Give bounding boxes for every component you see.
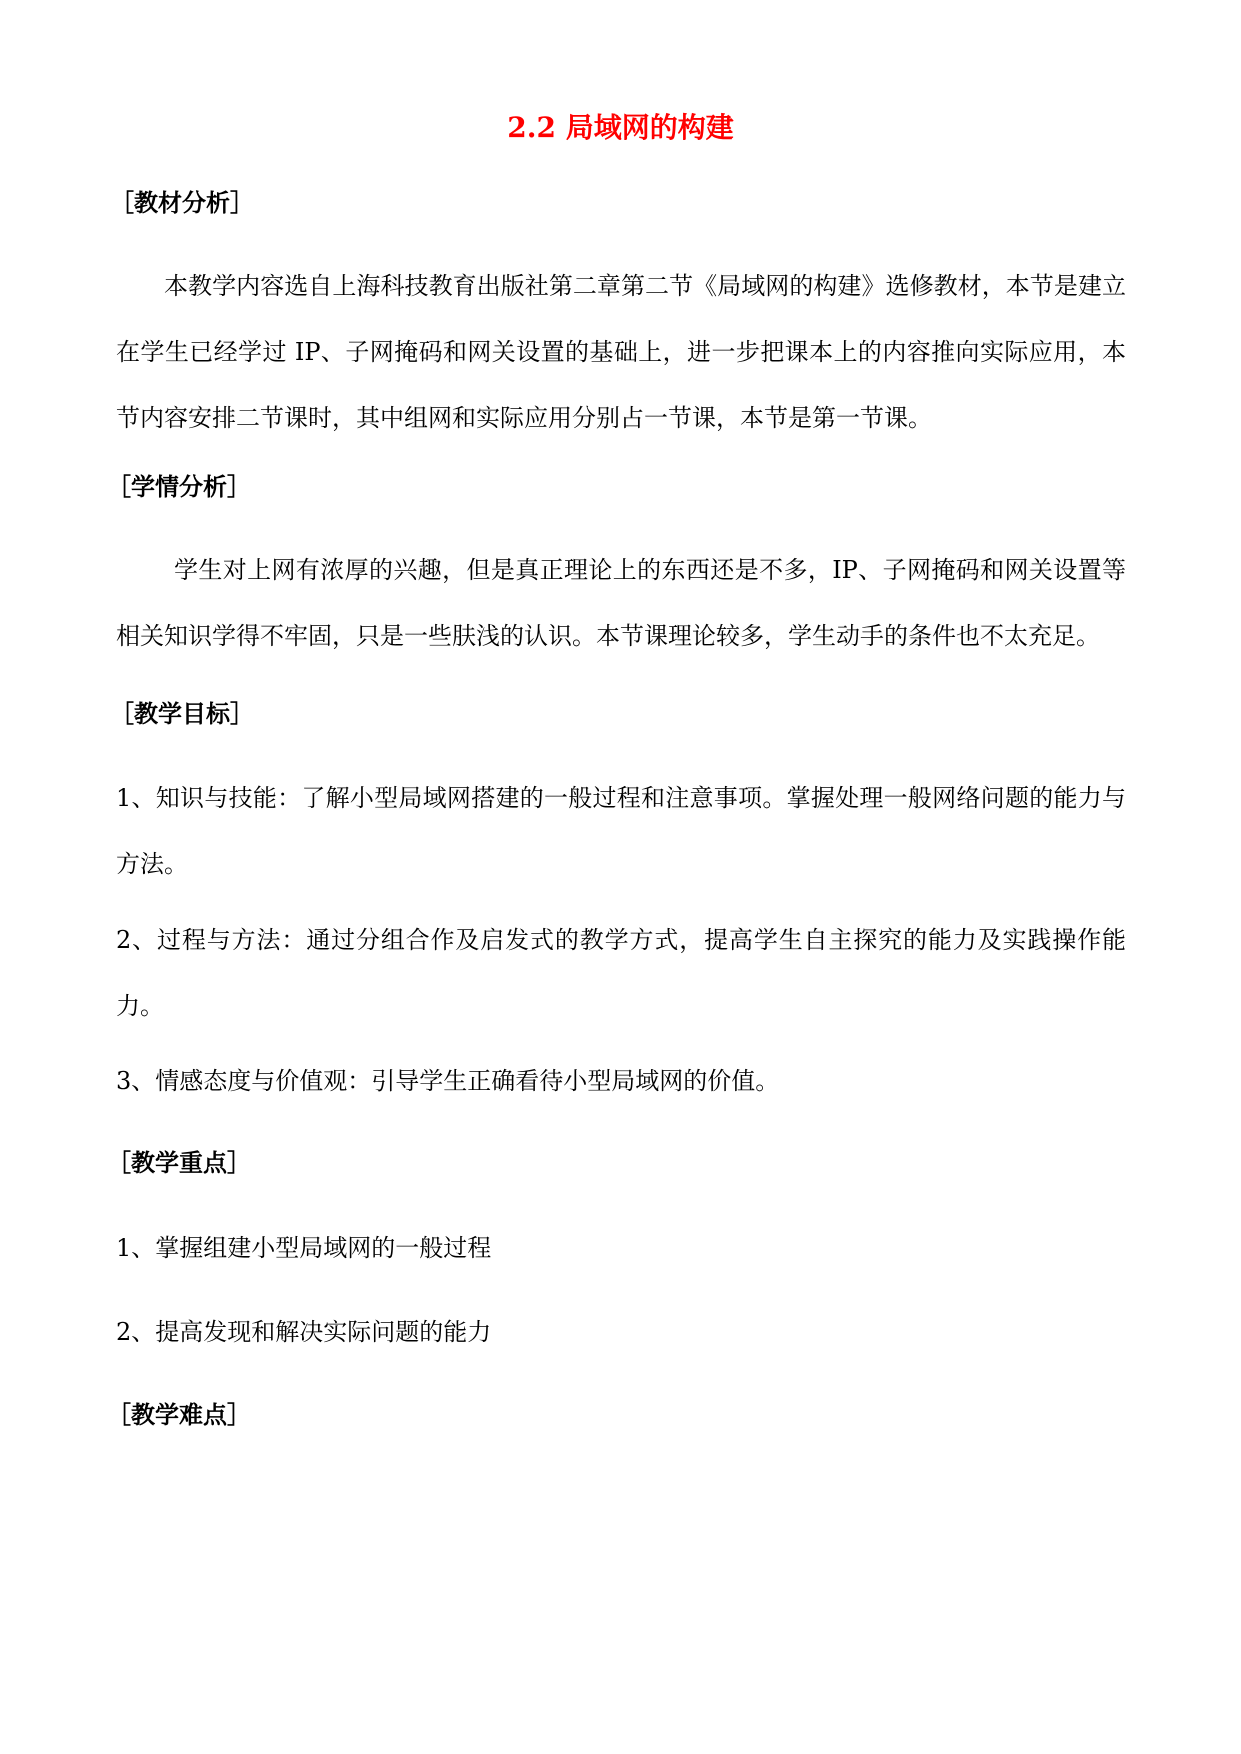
- paragraph-student-analysis: 学生对上网有浓厚的兴趣，但是真正理论上的东西还是不多，IP、子网掩码和网关设置等相关知识学得不牢固，只是一些肤浅的认识。本节课理论较多，学生动手的条件也不太充足。: [116, 556, 1126, 650]
- heading-teaching-difficulty: ［教学难点］: [107, 1400, 251, 1429]
- goal-item-3: 3、情感态度与价值观：引导学生正确看待小型局域网的价值。: [116, 1067, 780, 1095]
- paragraph-textbook-analysis: 本教学内容选自上海科技教育出版社第二章第二节《局域网的构建》选修教材，本节是建立在学生已经学过 IP、子网掩码和网关设置的基础上，进一步把课本上的内容推向实际应用，本节内容安排二节课时，其中组网和实际应用分别占一节课，本节是第一节课。: [116, 272, 1126, 432]
- heading-teaching-focus: ［教学重点］: [107, 1148, 251, 1177]
- heading-teaching-goals: ［教学目标］: [110, 699, 254, 728]
- document-title: 2.2 局域网的构建: [507, 111, 734, 144]
- goal-item-1: 1、知识与技能：了解小型局域网搭建的一般过程和注意事项。掌握处理一般网络问题的能力与方法。: [116, 784, 1126, 878]
- focus-item-2: 2、提高发现和解决实际问题的能力: [116, 1318, 492, 1346]
- heading-student-analysis: ［学情分析］: [107, 472, 251, 501]
- heading-textbook-analysis: ［教材分析］: [110, 188, 254, 217]
- focus-item-1: 1、掌握组建小型局域网的一般过程: [116, 1234, 492, 1262]
- goal-item-2: 2、过程与方法：通过分组合作及启发式的教学方式，提高学生自主探究的能力及实践操作能力。: [116, 926, 1126, 1020]
